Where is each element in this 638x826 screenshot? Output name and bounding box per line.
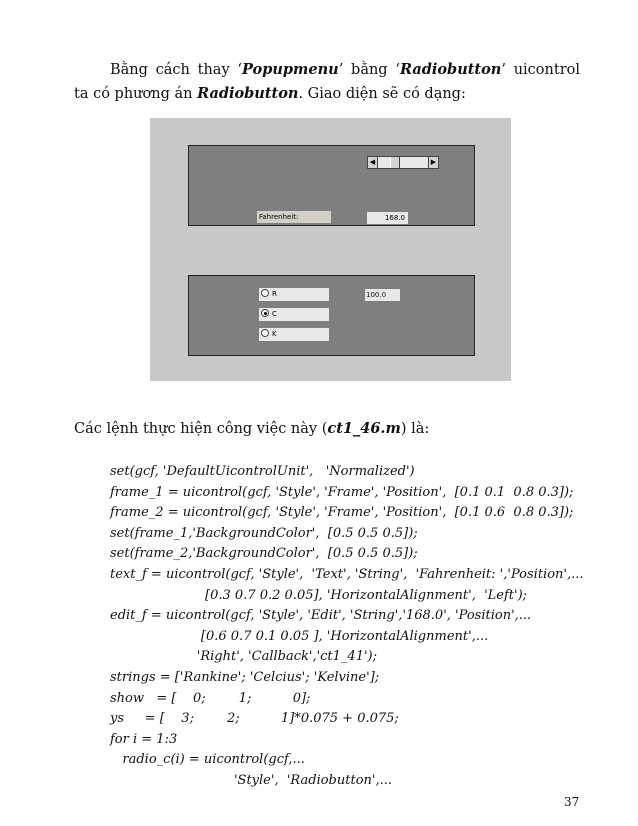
code-line: [0.3 0.7 0.2 0.05], 'HorizontalAlignment', 'Left');: [110, 587, 528, 603]
gui-figure: [150, 118, 511, 381]
code-line: set(frame_2,'BackgroundColor', [0.5 0.5 0.5]);: [110, 546, 418, 562]
code-line: [0.6 0.7 0.1 0.05 ], 'HorizontalAlignment',...: [110, 628, 489, 644]
radio-on-icon: [261, 309, 269, 317]
result-output: 100.0: [365, 289, 400, 301]
section-heading: Các lệnh thực hiện công việc này (ct1_46.m) là:: [74, 420, 430, 437]
frame-top: [188, 145, 475, 226]
frame-bottom: [188, 275, 475, 356]
scroll-slider[interactable]: [367, 156, 439, 169]
arrow-right-icon[interactable]: ▶: [428, 157, 438, 168]
code-line: 'Right', 'Callback','ct1_41');: [110, 649, 377, 665]
code-block: [110, 462, 584, 792]
code-line: 'Style', 'Radiobutton',...: [110, 772, 393, 788]
page-number: 37: [564, 795, 580, 809]
code-line: text_f = uicontrol(gcf, 'Style', 'Text', 'String', 'Fahrenheit: ','Position',...: [110, 566, 584, 582]
radio-r[interactable]: R: [259, 288, 329, 301]
code-line: for i = 1:3: [110, 731, 178, 747]
code-line: edit_f = uicontrol(gcf, 'Style', 'Edit', 'String','168.0', 'Position',...: [110, 608, 532, 624]
slider-thumb[interactable]: [390, 157, 400, 168]
radio-c[interactable]: C: [259, 308, 329, 321]
radio-off-icon: [261, 289, 269, 297]
fahrenheit-edit-field[interactable]: 168.0: [367, 212, 408, 224]
code-line: set(frame_1,'BackgroundColor', [0.5 0.5 0.5]);: [110, 525, 418, 541]
code-line: frame_2 = uicontrol(gcf, 'Style', 'Frame', 'Position', [0.1 0.6 0.8 0.3]);: [110, 505, 574, 521]
code-line: ys = [ 3; 2; 1]*0.075 + 0.075;: [110, 711, 399, 727]
code-line: radio_c(i) = uicontrol(gcf,...: [110, 752, 305, 768]
code-line: show = [ 0; 1; 0];: [110, 690, 311, 706]
code-line: set(gcf, 'DefaultUicontrolUnit', 'Normalized'): [110, 464, 415, 479]
code-line: strings = ['Rankine'; 'Celcius'; 'Kelvine'];: [110, 669, 380, 685]
radio-k[interactable]: K: [259, 328, 329, 341]
radio-off-icon: [261, 329, 269, 337]
code-line: frame_1 = uicontrol(gcf, 'Style', 'Frame', 'Position', [0.1 0.1 0.8 0.3]);: [110, 484, 574, 500]
fahrenheit-label: Fahrenheit:: [257, 211, 331, 223]
arrow-left-icon[interactable]: ◀: [368, 157, 378, 168]
intro-paragraph: Bằng cách thay ‘Popupmenu’ bằng ‘Radiobutton’ uicontrol ta có phương án Radiobutton. Giao diện sẽ có dạng:: [74, 61, 580, 102]
